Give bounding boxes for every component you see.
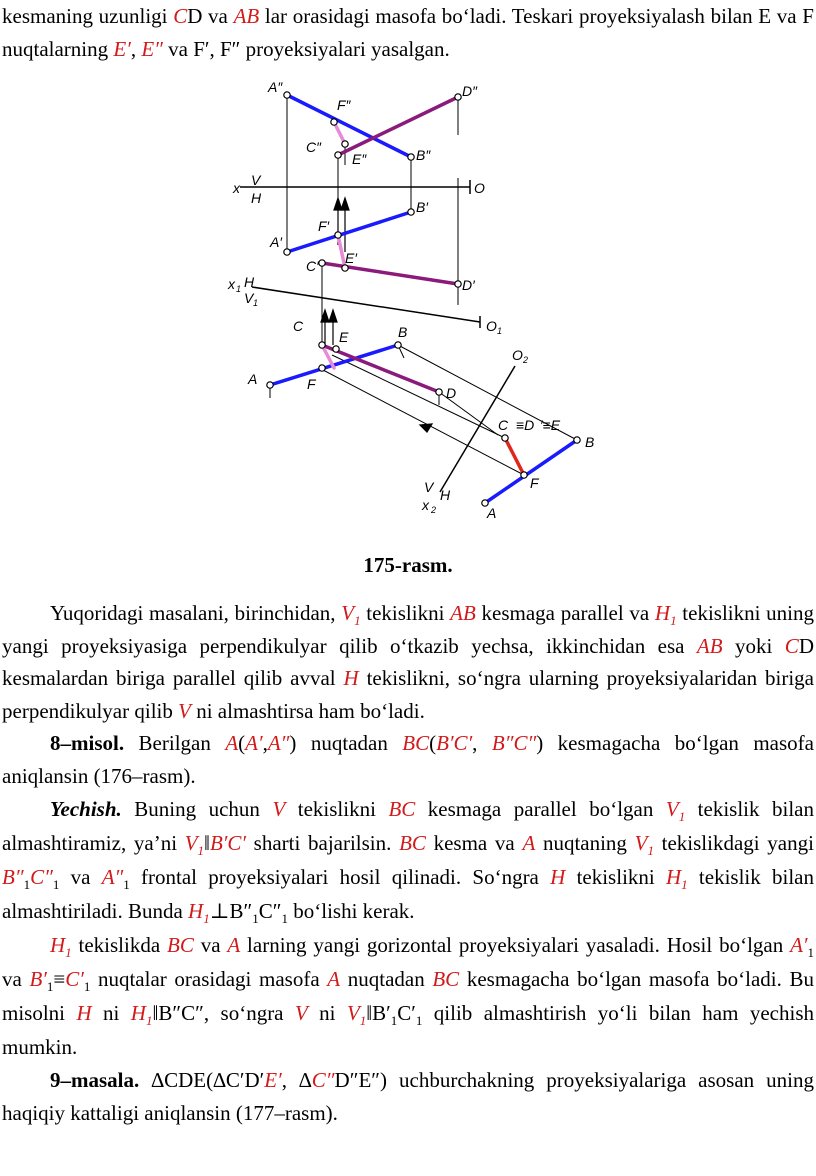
label-E-prime: E′ xyxy=(345,250,357,266)
label-B2: B″ xyxy=(416,147,431,163)
label-E2: E″ xyxy=(352,151,367,167)
sub: 1 xyxy=(647,843,654,859)
text: frontal proyeksiyalari hosil qilinadi. So‘ngra xyxy=(129,865,551,889)
text: Berilgan xyxy=(124,731,226,755)
body-text xyxy=(2,597,814,1129)
text: kesmaga parallel va xyxy=(475,601,655,625)
text: 9–masala. xyxy=(50,1068,140,1092)
text: nuqtalar orasidagi masofa xyxy=(90,967,328,991)
text: tekislikdagi yangi xyxy=(653,831,814,855)
text: ∆CDE(∆C′D′ xyxy=(139,1068,265,1092)
text: A xyxy=(522,831,536,855)
text: V xyxy=(178,698,191,723)
text: V xyxy=(346,1001,360,1025)
text: A′ xyxy=(245,731,263,755)
segment-AB-h1 xyxy=(485,440,577,503)
text: bo‘lishi kerak. xyxy=(288,899,415,923)
text: V xyxy=(341,601,355,625)
text: C″ xyxy=(311,1068,335,1092)
text: kesmaning uzunligi xyxy=(2,4,174,28)
text: , xyxy=(130,36,142,61)
text: V xyxy=(184,831,198,855)
label-O2-sub: 2 xyxy=(523,355,529,365)
axis-x1 xyxy=(252,287,480,322)
text: ) kesmagacha bo‘lgan masofa aniqlansin (176–rasm). xyxy=(2,731,814,788)
text: V xyxy=(634,831,648,855)
text: B″C″ xyxy=(491,731,537,755)
sub: 1 xyxy=(123,877,130,893)
sub: 1 xyxy=(145,1013,153,1029)
paragraph-5 xyxy=(2,1064,814,1129)
text: BC xyxy=(432,967,460,991)
text: V xyxy=(665,797,679,821)
label-x2-sub: 2 xyxy=(431,505,437,515)
sub: 1 xyxy=(281,911,288,927)
text: V xyxy=(294,1001,308,1025)
label-x2: x xyxy=(422,497,429,513)
text: kesmagacha bo‘lgan masofa bo‘ladi. Bu misolni xyxy=(2,967,815,1025)
label-A2: A″ xyxy=(268,79,283,95)
text: larning yangi gorizontal proyeksiyalari yasaladi. Hosil bo‘lgan xyxy=(240,933,791,957)
text: D va xyxy=(187,4,234,28)
text: ⊥B″ xyxy=(209,899,253,923)
text: C′ xyxy=(397,1001,416,1025)
sub: 1 xyxy=(197,843,205,859)
label-C12: C xyxy=(293,318,304,334)
label-H1-x2: H xyxy=(440,487,451,503)
text: A′ xyxy=(790,933,808,957)
text: ni xyxy=(91,1001,131,1025)
sub: 1 xyxy=(415,1013,423,1029)
text: C xyxy=(784,633,799,658)
label-A-prime: A′ xyxy=(270,234,282,250)
text: qilib almashtirish yo‘li bilan ham yechish mumkin. xyxy=(2,1001,814,1059)
text: , xyxy=(262,731,268,755)
segment-EF-h1 xyxy=(505,438,524,475)
label-D2: D″ xyxy=(462,83,478,99)
paragraph-3 xyxy=(2,792,814,928)
text: B′C′ xyxy=(436,731,473,755)
text: H xyxy=(76,1001,92,1025)
text: 8–misol. xyxy=(50,731,125,755)
text: V xyxy=(272,797,286,821)
text: BC xyxy=(167,933,194,957)
text: tekislikda xyxy=(71,933,168,957)
segment-CD-frontal xyxy=(338,97,458,155)
label-B-prime: B′ xyxy=(416,199,428,215)
paragraph-4 xyxy=(2,928,814,1064)
sub: 1 xyxy=(23,877,31,893)
text: BC xyxy=(399,831,426,855)
label-H: H xyxy=(251,190,262,206)
text: C″ xyxy=(258,899,282,923)
text: H xyxy=(343,666,359,690)
text: tekislikni xyxy=(360,601,451,625)
text: H xyxy=(130,1001,146,1025)
text: AB xyxy=(450,601,476,625)
label-x: x xyxy=(233,180,240,196)
text: ‖B″C″ xyxy=(152,1001,204,1025)
text: tekislik bilan almashtiramiz, ya’ni xyxy=(2,797,815,855)
text: Yuqoridagi masalani, birinchidan, xyxy=(50,601,342,625)
text: kesmaga parallel bo‘lgan xyxy=(415,797,666,821)
text: AB xyxy=(696,633,723,658)
text: Yechish. xyxy=(50,797,122,821)
text: A xyxy=(227,933,241,957)
sub: 1 xyxy=(678,809,686,825)
text: H xyxy=(666,865,682,889)
label-CDE-mid: ≡D xyxy=(516,417,535,433)
label-O2: O xyxy=(512,347,523,363)
text: ( xyxy=(238,731,246,755)
label-H-x1: H xyxy=(244,274,255,290)
text: A xyxy=(225,731,239,755)
text: D kesmalardan biriga parallel qilib avval xyxy=(2,633,814,690)
text: va xyxy=(2,967,30,991)
text: D″E″) uchburchakning proyeksiyalariga asosan uning haqiqiy kattaligi aniqlansin (177–rasm). xyxy=(2,1068,814,1125)
label-C2: C″ xyxy=(306,139,322,155)
text: ni almashtirsa ham bo‘ladi. xyxy=(190,698,425,723)
label-A11: A xyxy=(487,505,497,521)
label-A12: A xyxy=(248,371,258,387)
label-F2: F″ xyxy=(337,97,351,113)
text: BC xyxy=(388,797,416,821)
label-F12: F xyxy=(307,376,316,392)
text: ‖ xyxy=(204,831,210,855)
sub: 1 xyxy=(807,945,814,961)
label-V1: V xyxy=(244,290,254,306)
text: lar orasidagi masofa bo‘ladi. Teskari proyeksiyalash bilan E va F nuqtalarning xyxy=(2,4,814,61)
text: ‖B′ xyxy=(366,1001,391,1025)
text: , xyxy=(472,731,492,755)
text: tekislik bilan almashtiriladi. Bunda xyxy=(2,865,815,923)
text: C′ xyxy=(65,967,84,991)
text: tekislikni, so‘ngra ularning proyeksiyalaridan biriga perpendikulyar qilib xyxy=(2,666,814,723)
text: va xyxy=(59,865,102,889)
paragraph-1 xyxy=(2,597,814,727)
text: C xyxy=(173,4,188,28)
text: B′C′ xyxy=(209,831,246,855)
label-x1-sub: 1 xyxy=(236,284,242,294)
segment-AB-horizontal xyxy=(287,212,411,252)
sub: 1 xyxy=(65,945,72,961)
text: A″ xyxy=(101,865,124,889)
text: AB xyxy=(233,4,260,28)
label-V: V xyxy=(251,172,261,188)
text: E″ xyxy=(141,36,163,61)
text: yoki xyxy=(722,633,785,658)
sub: 1 xyxy=(390,1013,398,1029)
text: A″ xyxy=(267,731,290,755)
text: E′ xyxy=(264,1068,282,1092)
label-F11: F xyxy=(530,475,539,491)
segment-EF-horizontal xyxy=(338,235,345,268)
label-C-prime: C′ xyxy=(306,258,319,274)
sub: 1 xyxy=(46,979,54,995)
text: , so‘ngra xyxy=(203,1001,295,1025)
text: BC xyxy=(402,731,430,755)
figure-caption: 175-rasm. xyxy=(363,553,453,577)
sub: 1 xyxy=(203,911,210,927)
text: nuqtaning xyxy=(535,831,635,855)
figure-175 xyxy=(220,76,620,526)
text: H xyxy=(550,865,566,889)
text: A xyxy=(327,967,341,991)
label-D-prime: D′ xyxy=(462,277,475,293)
label-E12: E xyxy=(339,329,349,345)
label-O: O xyxy=(474,180,485,196)
text: tekislikni uning yangi proyeksiyasiga perpendikulyar qilib o‘tkazib yechsa, ikkinchidan esa xyxy=(2,601,814,658)
label-O1: O xyxy=(486,318,497,334)
label-V1-x2: V xyxy=(424,479,434,495)
text: H xyxy=(188,899,204,923)
text: E′ xyxy=(113,36,131,61)
text: va F′, F″ proyeksiyalari yasalgan. xyxy=(162,36,450,61)
text: C″ xyxy=(30,865,53,889)
text: Buning uchun xyxy=(121,797,273,821)
text: va xyxy=(193,933,228,957)
text: H xyxy=(50,933,66,957)
text: kesma va xyxy=(425,831,523,855)
text: tekislikni xyxy=(565,865,666,889)
label-O1-sub: 1 xyxy=(497,326,503,336)
text: ) nuqtadan xyxy=(289,731,403,755)
sub: 1 xyxy=(52,877,60,893)
label-F-prime: F′ xyxy=(318,218,330,234)
text: B″ xyxy=(2,865,24,889)
text: tekislikni xyxy=(285,797,389,821)
text: nuqtadan xyxy=(340,967,433,991)
label-CDE-mid2: ′≡E xyxy=(540,417,561,433)
text: H xyxy=(654,601,671,625)
label-B11: B xyxy=(585,434,595,450)
sub: 1 xyxy=(83,979,91,995)
text: sharti bajarilsin. xyxy=(245,831,400,855)
paragraph-2 xyxy=(2,727,814,792)
sub: 1 xyxy=(359,1013,367,1029)
intro-paragraph xyxy=(2,0,814,65)
text: ≡ xyxy=(53,967,66,991)
label-V1-sub: 1 xyxy=(253,298,259,308)
sub: 1 xyxy=(681,877,688,893)
sub: 1 xyxy=(252,911,259,927)
sub: 1 xyxy=(670,613,677,629)
text: , ∆ xyxy=(281,1068,312,1092)
text: ni xyxy=(307,1001,347,1025)
label-CDE: C xyxy=(498,417,509,433)
text: ( xyxy=(429,731,437,755)
label-B12: B xyxy=(398,324,408,340)
sub: 1 xyxy=(354,613,361,629)
text: B′ xyxy=(29,967,47,991)
label-x1: x xyxy=(228,276,235,292)
label-D12: D xyxy=(446,385,457,401)
